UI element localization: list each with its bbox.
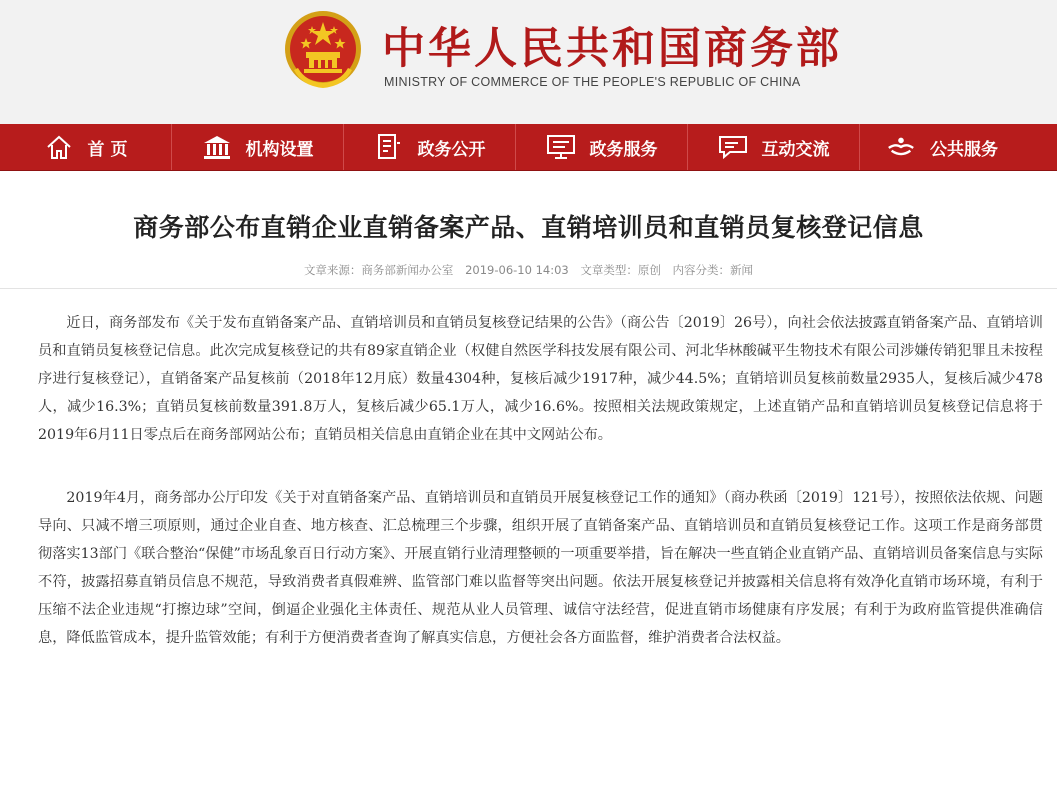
article-source: 文章来源：商务部新闻办公室 [303, 263, 454, 277]
nav-label: 首 页 [87, 139, 128, 160]
nav-item-home[interactable] [0, 124, 172, 170]
site-subtitle: MINISTRY OF COMMERCE OF THE PEOPLE'S REPUBLIC OF CHINA [384, 75, 801, 89]
handshake-icon [886, 133, 916, 161]
article-date: 2019-06-10 14:03 [465, 263, 569, 277]
nav-label: 公共服务 [930, 139, 998, 160]
building-icon [202, 133, 232, 161]
article-type: 文章类型：原创 [580, 263, 661, 277]
nav-label: 政务公开 [417, 139, 486, 160]
monitor-icon [546, 133, 576, 161]
home-icon [44, 133, 74, 161]
nav-label: 机构设置 [245, 139, 314, 160]
article-paragraph: 2019年4月，商务部办公厅印发《关于对直销备案产品、直销培训员和直销员开展复核登记工作的通知》（商办秩函〔2019〕121号），按照依法依规、问题导向、只减不增三项原则，通过企业自查、地方核查、汇总梳理三个步骤，组织开展了直销备案产品、直销培训员和直销员复核登记工作。这项工作是商务部贯彻落实13部门《联合整治“保健”市场乱象百日行动方案》、开展直销行业清理整顿的一项重要举措，旨在解决一些直销企业直销产品、直销培训员备案信息与实际不符，披露招募直销员信息不规范，导致消费者真假难辨、监管部门难以监督等突出问题。依法开展复核登记并披露相关信息将有效净化直销市场环境，有利于压缩不法企业违规“打擦边球”空间，倒逼企业强化主体责任、规范从业人员管理、诚信守法经营，促进直销市场健康有序发展；有利于为政府监管提供准确信息，降低监管成本，提升监管效能；有利于方便消费者查询了解真实信息，方便社会各方面监督，维护消费者合法权益。 [38, 490, 1043, 646]
main-navigation [0, 124, 1057, 171]
site-header [0, 0, 1057, 124]
nav-item-government-services[interactable] [516, 124, 688, 170]
nav-label: 互动交流 [761, 139, 830, 160]
article-body [0, 289, 1057, 652]
national-emblem-icon[interactable] [282, 8, 364, 92]
article-title: 商务部公布直销企业直销备案产品、直销培训员和直销员复核登记信息 [133, 213, 924, 242]
nav-item-interaction[interactable] [688, 124, 860, 170]
document-icon [374, 133, 404, 161]
article-meta [0, 262, 1057, 278]
article-paragraph: 近日，商务部发布《关于发布直销备案产品、直销培训员和直销员复核登记结果的公告》（商公告〔2019〕26号），向社会依法披露直销备案产品、直销培训员和直销员复核登记信息。此次完成复核登记的共有89家直销企业（权健自然医学科技发展有限公司、河北华林酸碱平生物技术有限公司涉嫌传销犯罪且未按程序进行复核登记），直销备案产品复核前（2018年12月底）数量4304种，复核后减少1917种，减少44.5%；直销培训员复核前数量2935人，复核后减少478人，减少16.3%；直销员复核前数量391.8万人，复核后减少65.1万人，减少16.6%。按照相关法规政策规定，上述直销产品和直销培训员复核登记信息将于2019年6月11日零点后在商务部网站公布；直销员相关信息由直销企业在其中文网站公布。 [38, 315, 1043, 443]
chat-icon [718, 133, 748, 161]
nav-item-public-services[interactable] [860, 124, 1057, 170]
nav-label: 政务服务 [589, 139, 658, 160]
article-category: 内容分类：新闻 [672, 263, 754, 277]
nav-item-government-affairs[interactable] [344, 124, 516, 170]
nav-item-organization[interactable] [172, 124, 344, 170]
site-title: 中华人民共和国商务部 [382, 24, 842, 74]
